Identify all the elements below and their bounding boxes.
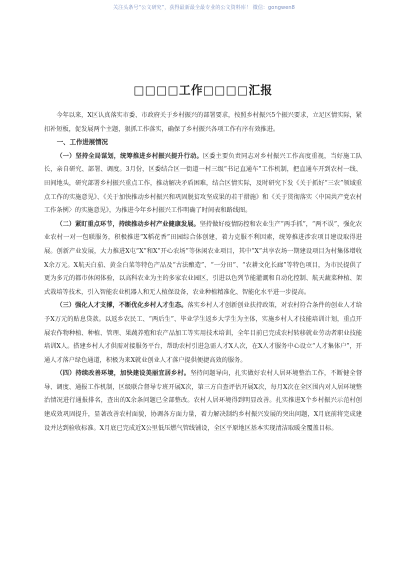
paragraph-lead: （一）坚持全局谋划，统筹推进乡村振兴提升行动。 [56, 152, 203, 160]
section-heading: 一、工作进展情况 [56, 138, 108, 147]
body-paragraph-3 [44, 299, 362, 367]
paragraph-text: 坚持做好疫情防控和农业生产“两手抓”，“两不误”，强化农业农村一对一包联服务，积极推进“X稻花香”田园综合体创建，着力克服不利因素，统筹推进涉农项目建设取得进展。创新产业发展，大力推进X屯“X”和X“开心农场”等休闲农业项目，其中“X”共享农场一期建设项目为村集体增收X余万元。X航天白茄、黄金白菜等特色产品及“古法酿造”、“一分田”、“农耕文化长廊”等特色项目，为市民提供了更为多元的都市休闲体验，以高科农业为主的多家农业园区，引进以色列节能灌溉和自动化控制、航天蔬菜种植、架式栽培等技术，引入智能农业机器人和无人植保设备，农业种植精准化、智能化水平进一步提高。 [44, 220, 362, 296]
source-banner: 关注头条号“公文研究”，获得最新最全最专业的公文资料库！ 微信：gongwen8 [113, 5, 295, 11]
body-paragraph-1 [44, 150, 362, 218]
document-title: □□□□工作□□□□汇报 [133, 83, 273, 97]
intro-paragraph: 今年以来，X区认真落实市委、市政府关于乡村振兴的部署要求，按照乡村振兴5个振兴要求，立足区情实际，紧扣补短板，促发展两个主题，狠抓工作落实，确保了乡村振兴各项工作有序有效推进。 [44, 112, 362, 133]
paragraph-text: 落实乡村人才创新创业扶持政策，对农村符合条件的创业人才给予X万元的贴息贷款。以返乡农民工、“两后生”、毕业学生返乡大学生为主体，实施乡村人才技能培训计划，重点开展农作物种植、种植、管理、果蔬养殖和农产品加工等实用技术培训，全年目前已完成农村转移就业劳动者职业技能培训X人。搭建乡村人才供需对接服务平台，帮助农村引进急需人才X人次，在X人才服务中心设立“人才集体户”，开通人才落户绿色通道，积极为来X就业创业人才落户提供便捷高效的服务。 [44, 302, 363, 364]
document-body [44, 82, 362, 435]
body-paragraph-2 [44, 218, 362, 300]
body-paragraph-4 [44, 367, 362, 435]
paragraph-text: 坚持问题导向，扎实做好农村人居环境整治工作，不断健全督导、调度、通报工作机制，区级联合督导专班开展X次，第三方自查评估开展X次，每月X次在全区围内对人居环境整治情况进行通报排名，查出的X余条问题已全部整改。农村人居环境得到明显改善。扎实推进X个乡村振兴示范村创建成效巩固提升，显著改善农村面貌，协调各方面力量，着力解决制约乡村振兴发展的突出问题，X月底前将完成建设并达到验收标准。X月底已完成近X公里低压燃气管线铺设，全区平原地区基本实现清洁取暖全覆盖目标。 [44, 370, 363, 432]
paragraph-lead: （二）紧盯重点环节，持续推动乡村产业健康发展。 [56, 220, 200, 228]
paragraph-text: 区委主要负责同志对乡村振兴工作高度重视，当好施工队长，亲自研究、部署、调度。3月份，区委结合区一街道一村三级“书记直通车”工作机制，把直通车开到农村一线、田间地头，研究部署乡村振兴重点工作，推动解决矛盾困难，结合区情实际，及时研究下发《关于抓好“三农”领域重点工作的实施意见》、《关于加快推动乡村振兴和巩固脱贫攻坚成果的若干措施》和《关于贯彻落实〈中国共产党农村工作条例〉的实施意见》，为推进今年乡村振兴工作明确了时间表和路线图。 [44, 152, 363, 215]
paragraph-lead: （三）强化人才支撑，不断优化乡村人才生态。 [56, 302, 188, 310]
paragraph-lead: （四）持续改善环境，加快建设美丽宜居乡村。 [56, 370, 191, 378]
